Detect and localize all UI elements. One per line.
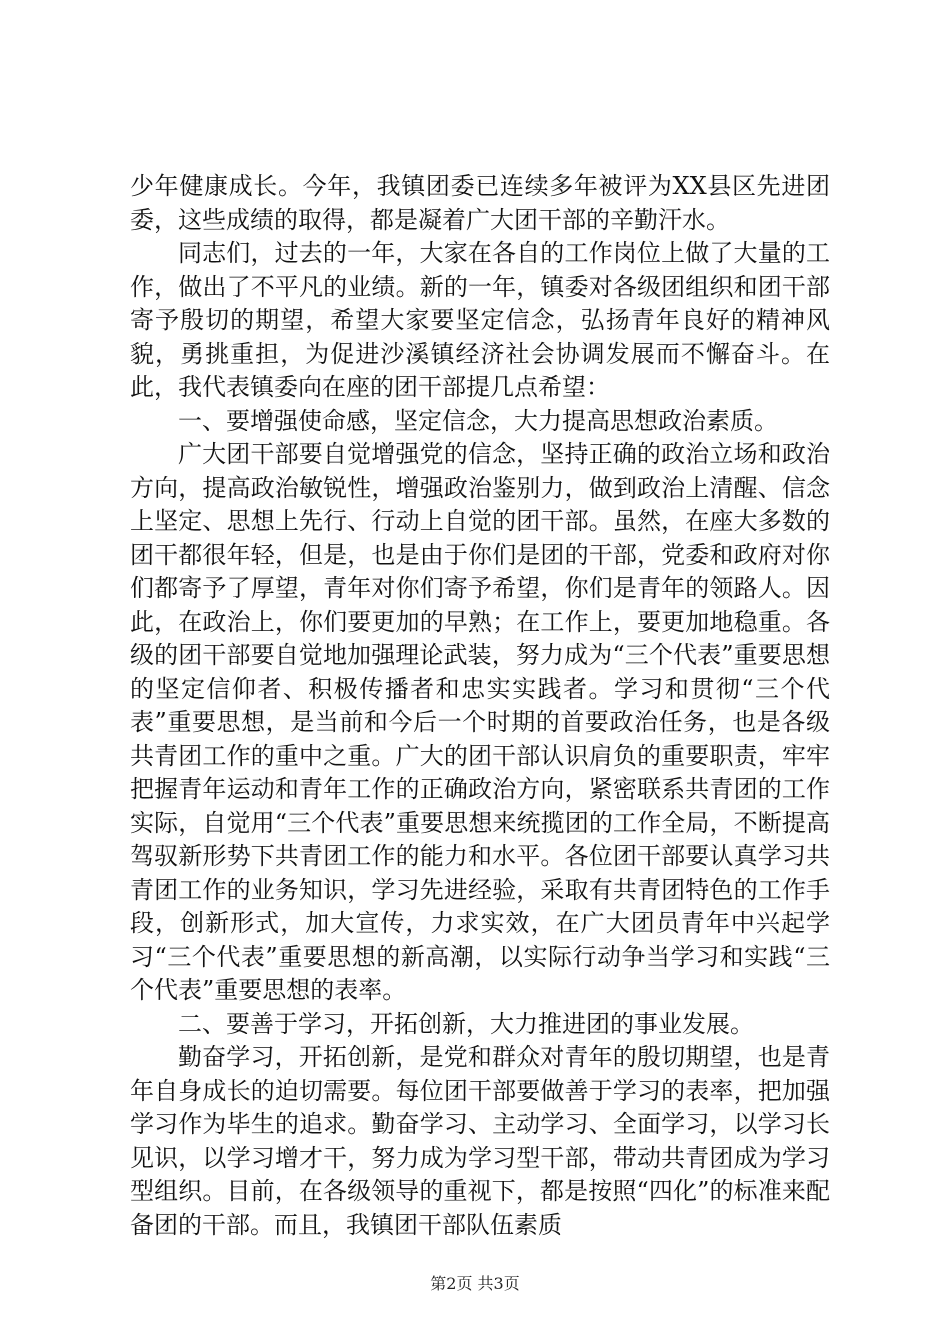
- page-footer: 第2页 共3页: [430, 1274, 520, 1293]
- paragraph-continuation: 少年健康成长。今年，我镇团委已连续多年被评为XX县区先进团委，这些成绩的取得，都是凝着广大团干部的辛勤汗水。: [130, 172, 830, 234]
- paragraph-address: 同志们，过去的一年，大家在各自的工作岗位上做了大量的工作，做出了不平凡的业绩。新的一年，镇委对各级团组织和团干部寄予殷切的期望，希望大家要坚定信念，弘扬青年良好的精神风貌，勇挑重担，为促进沙溪镇经济社会协调发展而不懈奋斗。在此，我代表镇委向在座的团干部提几点希望：: [130, 239, 830, 401]
- paragraph-section-2: 勤奋学习，开拓创新，是党和群众对青年的殷切期望，也是青年自身成长的迫切需要。每位团干部要做善于学习的表率，把加强学习作为毕生的追求。勤奋学习、主动学习、全面学习，以学习长见识，以学习增才干，努力成为学习型干部，带动共青团成为学习型组织。目前，在各级领导的重视下，都是按照“四化”的标准来配备团的干部。而且，我镇团干部队伍素质: [130, 1043, 830, 1239]
- section-heading-1: 一、要增强使命感，坚定信念，大力提高思想政治素质。: [178, 406, 778, 435]
- section-heading-2: 二、要善于学习，开拓创新，大力推进团的事业发展。: [178, 1009, 754, 1038]
- document-body: [130, 170, 830, 1242]
- paragraph-section-1: 广大团干部要自觉增强党的信念，坚持正确的政治立场和政治方向，提高政治敏锐性，增强政治鉴别力，做到政治上清醒、信念上坚定、思想上先行、行动上自觉的团干部。虽然，在座大多数的团干都很年轻，但是，也是由于你们是团的干部，党委和政府对你们都寄予了厚望，青年对你们寄予希望，你们是青年的领路人。因此，在政治上，你们要更加的早熟；在工作上，要更加地稳重。各级的团干部要自觉地加强理论武装，努力成为“三个代表”重要思想的坚定信仰者、积极传播者和忠实实践者。学习和贯彻“三个代表”重要思想，是当前和今后一个时期的首要政治任务，也是各级共青团工作的重中之重。广大的团干部认识肩负的重要职责，牢牢把握青年运动和青年工作的正确政治方向，紧密联系共青团的工作实际，自觉用“三个代表”重要思想来统揽团的工作全局，不断提高驾驭新形势下共青团工作的能力和水平。各位团干部要认真学习共青团工作的业务知识，学习先进经验，采取有共青团特色的工作手段，创新形式，加大宣传，力求实效，在广大团员青年中兴起学习“三个代表”重要思想的新高潮，以实际行动争当学习和实践“三个代表”重要思想的表率。: [130, 440, 830, 1004]
